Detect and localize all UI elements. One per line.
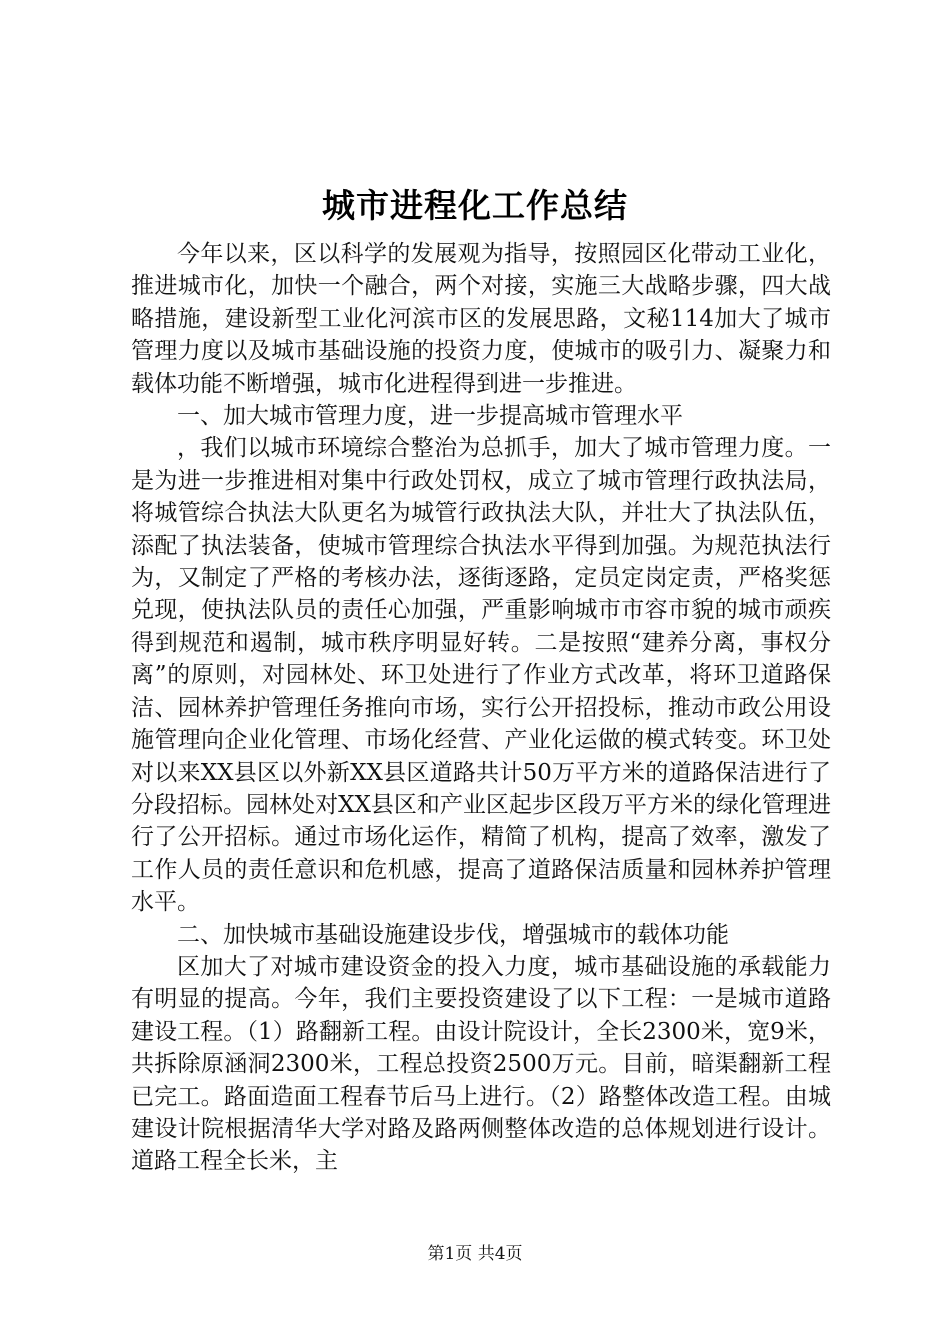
section-1-paragraph: ，我们以城市环境综合整治为总抓手，加大了城市管理力度。一是为进一步推进相对集中行政处罚权，成立了城市管理行政执法局，将城管综合执法大队更名为城管行政执法大队，并壮大了执法队伍，添配了执法装备，使城市管理综合执法水平得到加强。为规范执法行为，又制定了严格的考核办法，逐街逐路，定员定岗定责，严格奖惩兑现，使执法队员的责任心加强，严重影响城市市容市貌的城市顽疾得到规范和遏制，城市秩序明显好转。二是按照“建养分离，事权分离”的原则，对园林处、环卫处进行了作业方式改革，将环卫道路保洁、园林养护管理任务推向市场，实行公开招投标，推动市政公用设施管理向企业化管理、市场化经营、产业化运做的模式转变。环卫处对以来XX县区以外新XX县区道路共计50万平方米的道路保洁进行了分段招标。园林处对XX县区和产业区起步区段万平方米的绿化管理进行了公开招标。通过市场化运作，精简了机构，提高了效率，激发了工作人员的责任意识和危机感，提高了道路保洁质量和园林养护管理水平。 xyxy=(131,435,831,916)
page-footer: 第1页 共4页 xyxy=(427,1244,523,1264)
document-title: 城市进程化工作总结 xyxy=(322,186,628,225)
section-heading-2: 二、加快城市基础设施建设步伐，增强城市的载体功能 xyxy=(177,921,729,948)
section-2-paragraph: 区加大了对城市建设资金的投入力度，城市基础设施的承载能力有明显的提高。今年，我们主要投资建设了以下工程：一是城市道路建设工程。（1）路翻新工程。由设计院设计，全长2300米，宽9米，共拆除原涵洞2300米，工程总投资2500万元。目前，暗渠翻新工程已完工。路面造面工程春节后马上进行。（2）路整体改造工程。由城建设计院根据清华大学对路及路两侧整体改造的总体规划进行设计。道路工程全长米，主 xyxy=(131,953,831,1175)
section-heading-1: 一、加大城市管理力度，进一步提高城市管理水平 xyxy=(177,403,683,430)
intro-paragraph: 今年以来，区以科学的发展观为指导，按照园区化带动工业化，推进城市化，加快一个融合，两个对接，实施三大战略步骤，四大战略措施，建设新型工业化河滨市区的发展思路，文秘114加大了城市管理力度以及城市基础设施的投资力度，使城市的吸引力、凝聚力和载体功能不断增强，城市化进程得到进一步推进。 xyxy=(131,241,831,397)
document-body xyxy=(131,238,831,1178)
